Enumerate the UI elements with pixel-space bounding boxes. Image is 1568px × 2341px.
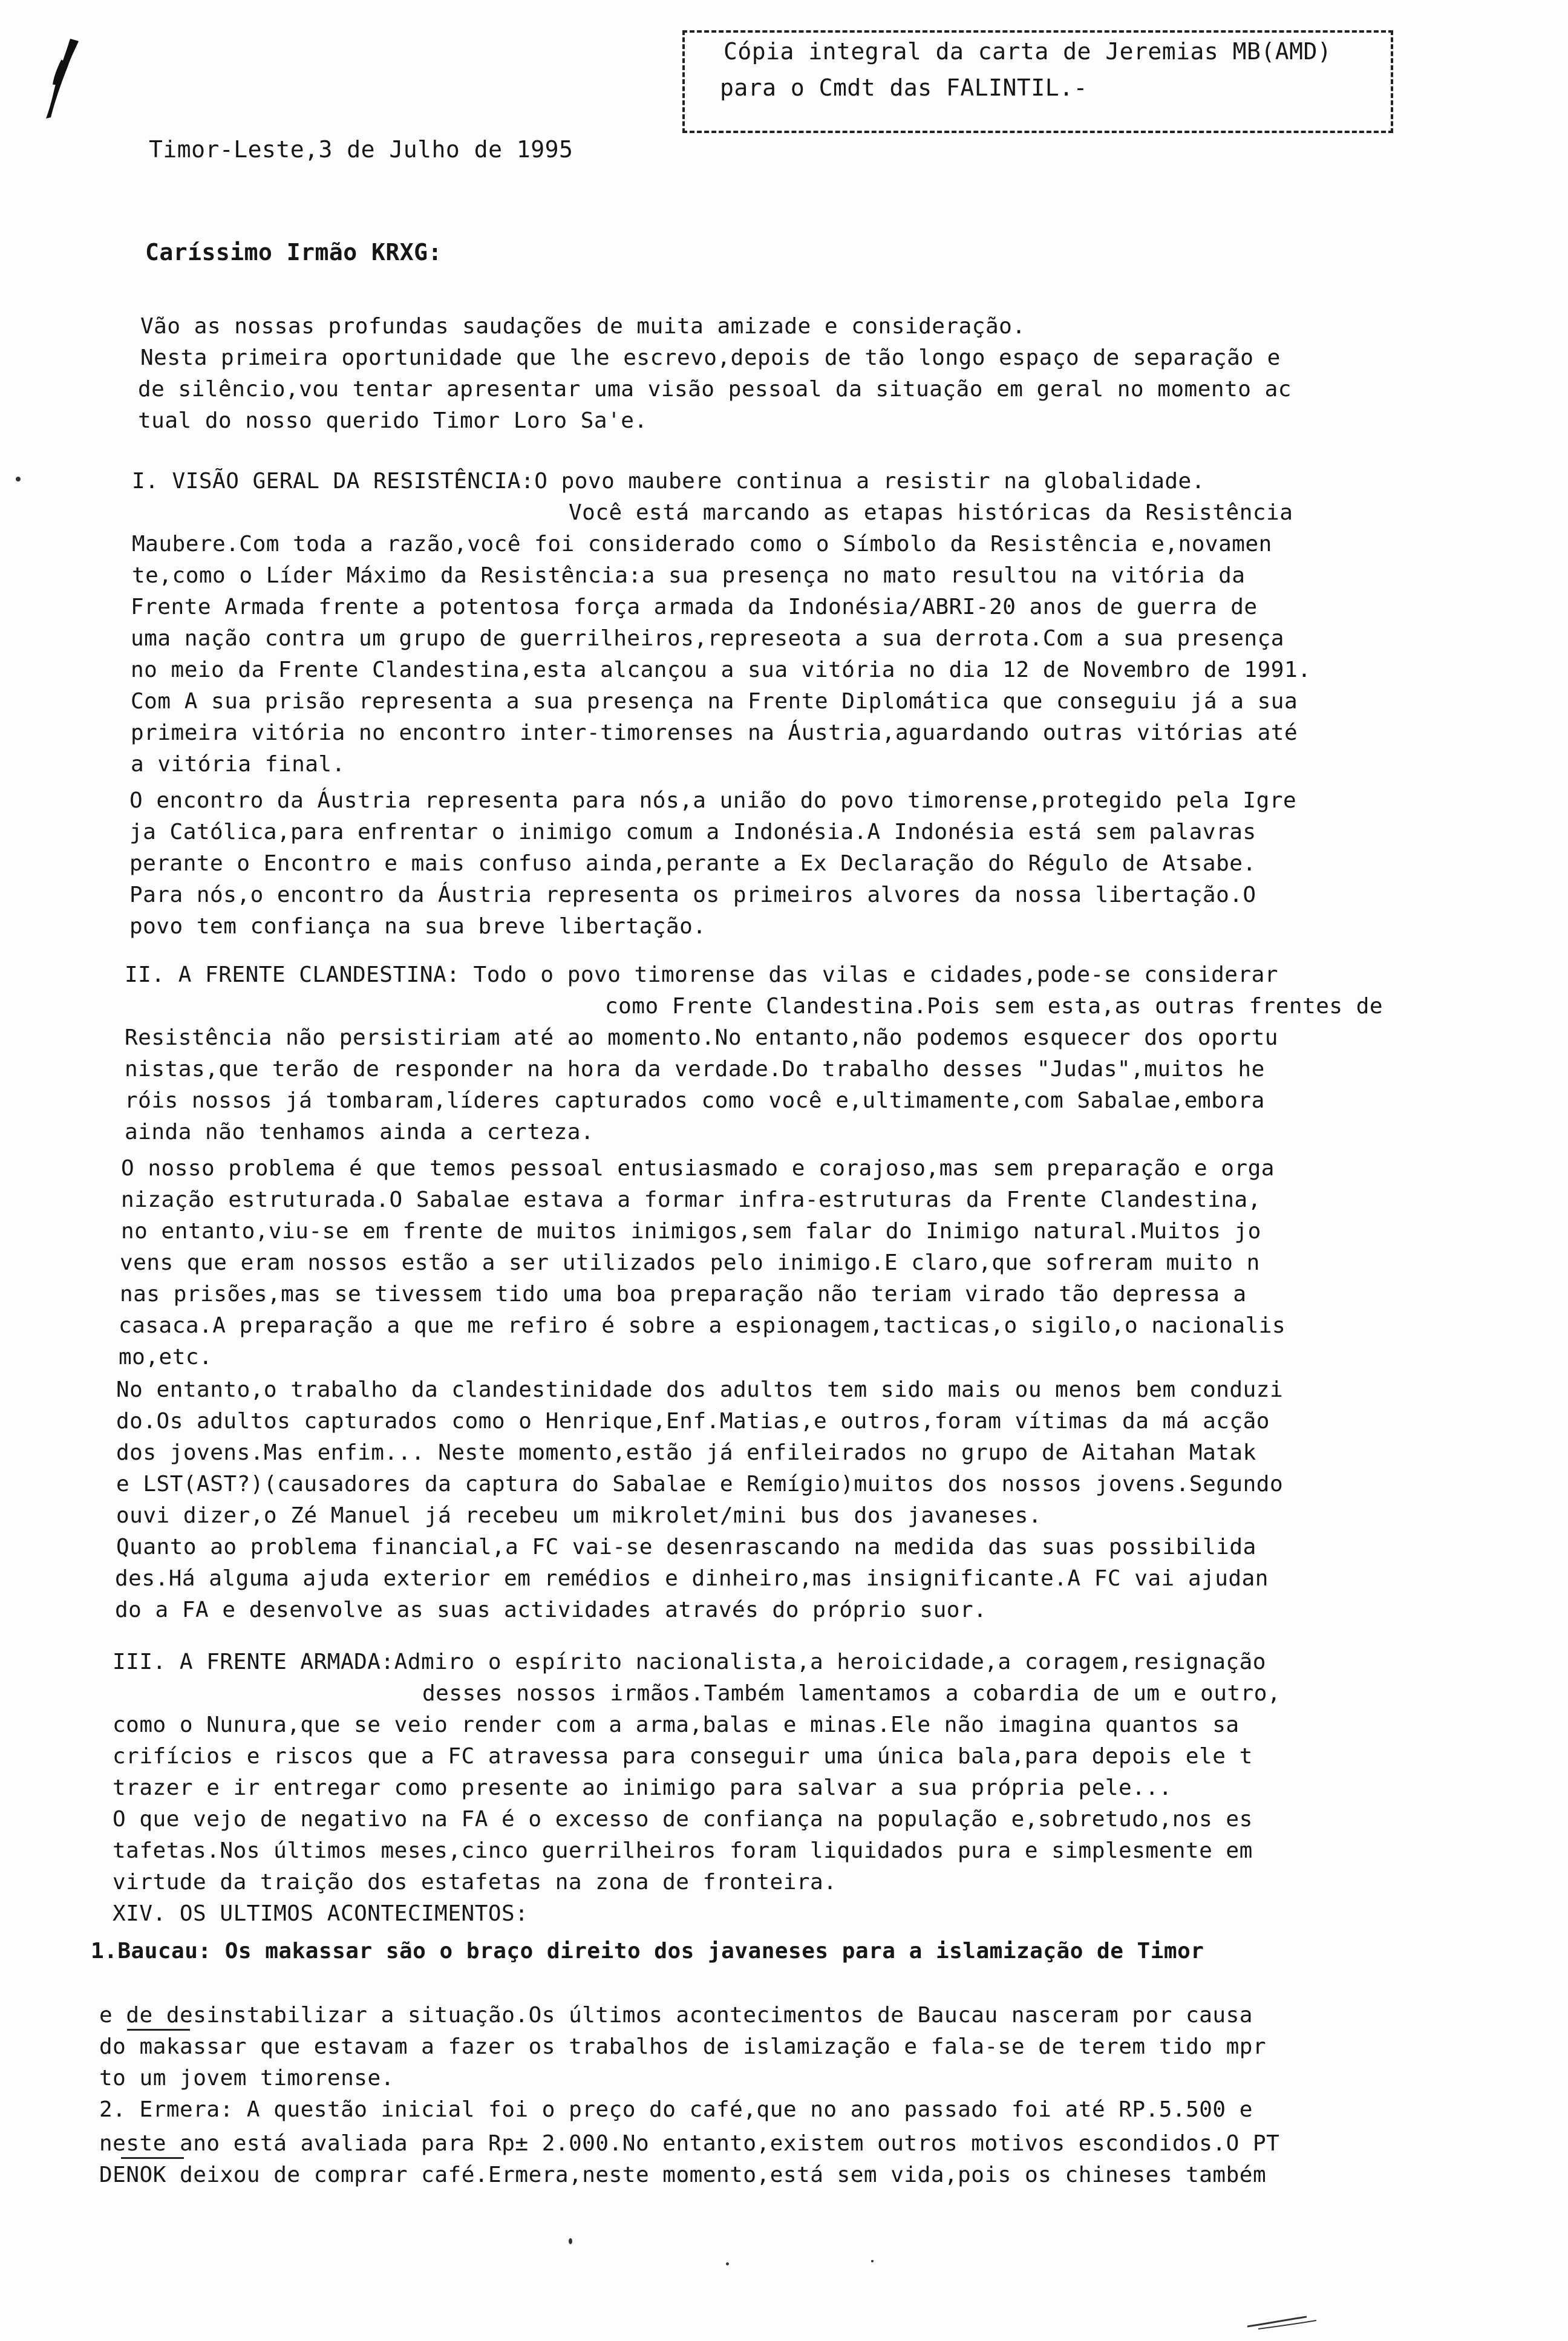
body-line: to um jovem timorense. [99,2066,394,2091]
section-heading-visao-geral: I. VISÃO GERAL DA RESISTÊNCIA:O povo maubere continua a resistir na globalidade. [132,469,1205,494]
body-line: Quanto ao problema financial,a FC vai-se desenrascando na medida das suas possibilida [116,1535,1256,1559]
body-line: XIV. OS ULTIMOS ACONTECIMENTOS: [113,1901,529,1926]
body-line: tual do nosso querido Timor Loro Sa'e. [138,408,648,433]
body-line: róis nossos já tombaram,líderes capturados como você e,ultimamente,com Sabalae,embora [125,1088,1265,1113]
salutation: Caríssimo Irmão KRXG: [145,239,442,266]
body-line: crifícios e riscos que a FC atravessa para conseguir uma única bala,para depois ele t [113,1744,1253,1769]
body-line: e de desinstabilizar a situação.Os últimos acontecimentos de Baucau nasceram por causa [99,2003,1253,2028]
body-line: Você está marcando as etapas históricas da Resistência [569,500,1293,525]
body-line: de silêncio,vou tentar apresentar uma visão pessoal da situação em geral no momento ac [138,377,1292,402]
body-line: trazer e ir entregar como presente ao inimigo para salvar a sua própria pele... [113,1775,1172,1800]
section-heading-ultimos-acontecimentos: 1.Baucau: Os makassar são o braço direito dos javaneses para a islamização de Timor [91,1939,1204,1964]
body-line: neste ano está avaliada para Rp± 2.000.No entanto,existem outros motivos escondidos.O PT [99,2131,1280,2156]
body-line: te,como o Líder Máximo da Resistência:a sua presença no mato resultou na vitória da [132,563,1246,588]
body-line: Nesta primeira oportunidade que lhe escrevo,depois de tão longo espaço de separação e [140,345,1281,370]
body-line: desses nossos irmãos.Também lamentamos a cobardia de um e outro, [422,1681,1281,1706]
underline [121,2157,184,2159]
body-line: dos jovens.Mas enfim... Neste momento,estão já enfileirados no grupo de Aitahan Matak [116,1440,1256,1465]
body-line: mo,etc. [119,1345,213,1370]
body-line: ouvi dizer,o Zé Manuel já recebeu um mikrolet/mini bus dos javaneses. [116,1503,1042,1528]
body-line: povo tem confiança na sua breve libertação. [129,914,707,939]
body-line: Vão as nossas profundas saudações de muita amizade e consideração. [140,314,1026,339]
body-line: Frente Armada frente a potentosa força armada da Indonésia/ABRI-20 anos de guerra de [131,595,1258,619]
body-line: Para nós,o encontro da Áustria representa os primeiros alvores da nossa libertação.O [129,883,1256,907]
scan-speck [16,477,21,482]
header-box-line-2: para o Cmdt das FALINTIL.- [720,74,1088,101]
scan-speck [726,2262,729,2265]
handwritten-mark [41,36,83,121]
scan-speck [871,2260,874,2262]
body-line: vens que eram nossos estão a ser utilizados pelo inimigo.E claro,que sofreram muito n [120,1250,1260,1275]
body-line: tafetas.Nos últimos meses,cinco guerrilheiros foram liquidados pura e simplesmente em [113,1838,1253,1863]
header-box-line-1: Cópia integral da carta de Jeremias MB(AMD) [724,38,1332,65]
section-heading-frente-clandestina: II. A FRENTE CLANDESTINA: Todo o povo timorense das vilas e cidades,pode-se considerar [125,962,1278,987]
body-line: Resistência não persistiriam até ao momento.No entanto,não podemos esquecer dos oportu [125,1025,1278,1050]
underline [127,2029,190,2031]
body-line: No entanto,o trabalho da clandestinidade dos adultos tem sido mais ou menos bem conduzi [116,1377,1284,1402]
body-line: nização estruturada.O Sabalae estava a formar infra-estruturas da Frente Clandestina, [121,1187,1261,1212]
body-line: primeira vitória no encontro inter-timorenses na Áustria,aguardando outras vitórias até [131,720,1298,745]
body-line: nistas,que terão de responder na hora da verdade.Do trabalho desses "Judas",muitos he [125,1057,1265,1082]
body-line: O que vejo de negativo na FA é o excesso de confiança na população e,sobretudo,nos es [113,1807,1253,1832]
body-line: O nosso problema é que temos pessoal entusiasmado e corajoso,mas sem preparação e orga [121,1156,1275,1181]
body-line: como Frente Clandestina.Pois sem esta,as outras frentes de [605,994,1383,1019]
body-line: do.Os adultos capturados como o Henrique,Enf.Matias,e outros,foram vítimas da má acção [116,1409,1270,1434]
body-line: do a FA e desenvolve as suas actividades através do próprio suor. [115,1598,987,1622]
body-line: no entanto,viu-se em frente de muitos inimigos,sem falar do Inimigo natural.Muitos jo [121,1219,1261,1244]
body-line: no meio da Frente Clandestina,esta alcançou a sua vitória no dia 12 de Novembro de 1991. [131,658,1312,682]
section-heading-frente-armada: III. A FRENTE ARMADA:Admiro o espírito nacionalista,a heroicidade,a coragem,resignação [113,1650,1266,1674]
body-line: como o Nunura,que se veio render com a arma,balas e minas.Ele não imagina quantos sa [113,1712,1240,1737]
body-line: O encontro da Áustria representa para nós,a união do povo timorense,protegido pela Igre [129,788,1297,813]
body-line: nas prisões,mas se tivessem tido uma boa preparação não teriam virado tão depressa a [120,1282,1247,1307]
body-line: ja Católica,para enfrentar o inimigo comum a Indonésia.A Indonésia está sem palavras [129,820,1256,844]
body-line: Com A sua prisão representa a sua presença na Frente Diplomática que conseguiu já a sua [131,689,1298,714]
scan-speck [569,2238,572,2244]
body-line: 2. Ermera: A questão inicial foi o preço do café,que no ano passado foi até RP.5.500 e [99,2097,1253,2122]
scan-scribble [1246,2312,1319,2330]
body-line: perante o Encontro e mais confuso ainda,perante a Ex Declaração do Régulo de Atsabe. [129,851,1256,876]
body-line: casaca.A preparação a que me refiro é sobre a espionagem,tacticas,o sigilo,o nacionalis [119,1313,1286,1338]
body-line: virtude da traição dos estafetas na zona de fronteira. [113,1870,837,1895]
body-line: do makassar que estavam a fazer os trabalhos de islamização e fala-se de terem tido mpr [99,2034,1267,2059]
body-line: des.Há alguma ajuda exterior em remédios e dinheiro,mas insignificante.A FC vai ajudan [115,1566,1269,1591]
date-line: Timor-Leste,3 de Julho de 1995 [149,136,573,163]
body-line: DENOK deixou de comprar café.Ermera,neste momento,está sem vida,pois os chineses também [99,2163,1267,2187]
body-line: e LST(AST?)(causadores da captura do Sabalae e Remígio)muitos dos nossos jovens.Segundo [116,1472,1284,1497]
body-line: ainda não tenhamos ainda a certeza. [125,1120,595,1144]
body-line: uma nação contra um grupo de guerrilheiros,represeota a sua derrota.Com a sua presença [131,626,1284,651]
body-line: a vitória final. [131,752,345,777]
body-line: Maubere.Com toda a razão,você foi considerado como o Símbolo da Resistência e,novamen [132,532,1272,557]
